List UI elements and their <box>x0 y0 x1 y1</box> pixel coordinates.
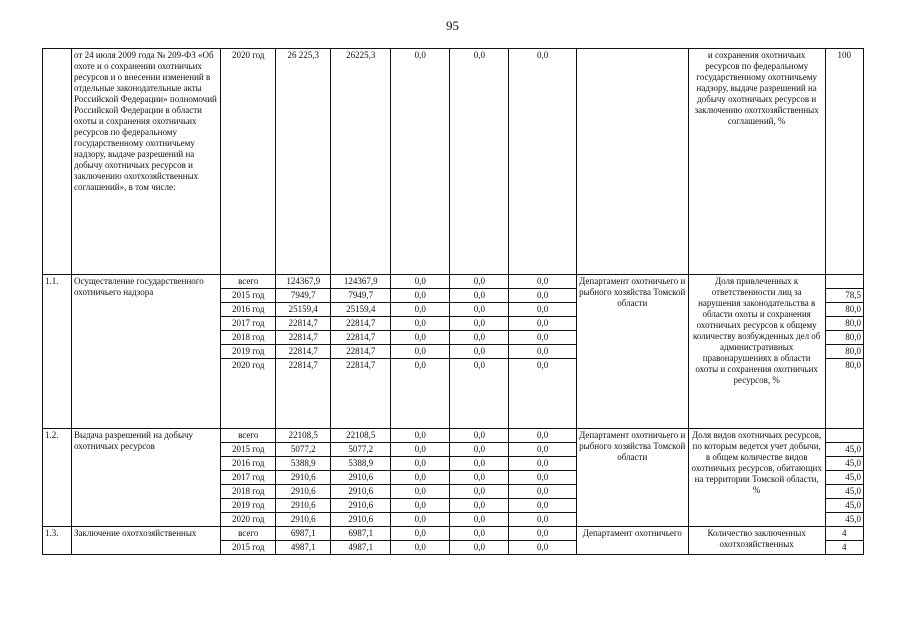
total-funding-cell: 22814,7 <box>276 345 331 359</box>
funding-cell: 0,0 <box>391 289 450 303</box>
funding-cell: 0,0 <box>391 275 450 289</box>
department-cell: Департамент охотничьего и рыбного хозяйства Томской области <box>576 429 688 527</box>
item-number-cell: 1.3. <box>43 527 72 555</box>
funding-cell: 4987,1 <box>331 541 391 555</box>
funding-cell: 0,0 <box>509 541 576 555</box>
funding-cell: 0,0 <box>391 345 450 359</box>
funding-cell: 0,0 <box>509 457 576 471</box>
indicator-value-cell: 45,0 <box>825 499 863 513</box>
year-cell: 2017 год <box>221 317 276 331</box>
item-name-cell: Осуществление государственного охотничьего надзора <box>72 275 221 429</box>
funding-cell: 0,0 <box>450 541 509 555</box>
funding-cell: 0,0 <box>450 499 509 513</box>
funding-cell: 2910,6 <box>331 499 391 513</box>
funding-cell: 0,0 <box>509 499 576 513</box>
indicator-value-cell: 45,0 <box>825 443 863 457</box>
item-number-cell: 1.2. <box>43 429 72 527</box>
funding-cell: 5388,9 <box>331 457 391 471</box>
funding-cell: 0,0 <box>391 527 450 541</box>
total-funding-cell: 2910,6 <box>276 499 331 513</box>
table-row <box>43 275 864 289</box>
year-cell: 2016 год <box>221 303 276 317</box>
department-cell <box>576 49 688 275</box>
funding-cell: 0,0 <box>509 527 576 541</box>
funding-cell: 2910,6 <box>331 513 391 527</box>
funding-cell: 0,0 <box>391 303 450 317</box>
year-cell: 2018 год <box>221 331 276 345</box>
funding-cell: 0,0 <box>391 541 450 555</box>
item-name-cell: Заключение охотхозяйственных <box>72 527 221 555</box>
funding-cell: 0,0 <box>391 499 450 513</box>
indicator-value-cell: 78,5 <box>825 289 863 303</box>
indicator-value-cell: 80,0 <box>825 359 863 429</box>
indicator-cell: Количество заключенных охотхозяйственных <box>688 527 825 555</box>
year-cell: 2018 год <box>221 485 276 499</box>
funding-cell: 0,0 <box>450 485 509 499</box>
year-cell: 2019 год <box>221 499 276 513</box>
total-funding-cell: 5077,2 <box>276 443 331 457</box>
year-cell: 2017 год <box>221 471 276 485</box>
year-cell: 2015 год <box>221 443 276 457</box>
indicator-value-cell: 80,0 <box>825 317 863 331</box>
program-budget-table <box>42 48 864 555</box>
funding-cell: 0,0 <box>391 359 450 429</box>
item-name-cell: от 24 июля 2009 года № 209-ФЗ «Об охоте и о сохранении охотничьих ресурсов и о внесении изменений в отдельные законодательные акты Российской Федерации» полномочий Российской Федерации в области охоты и сохранения охотничьих ресурсов по федеральному государственному охотничьему надзору, выдаче разрешений на добычу охотничьих ресурсов и заключению охотхозяйственных соглашений», в том числе: <box>72 49 221 275</box>
funding-cell: 0,0 <box>509 317 576 331</box>
funding-cell: 0,0 <box>509 49 576 275</box>
year-cell: 2015 год <box>221 541 276 555</box>
funding-cell: 26225,3 <box>331 49 391 275</box>
funding-cell: 0,0 <box>391 471 450 485</box>
total-funding-cell: 2910,6 <box>276 513 331 527</box>
funding-cell: 0,0 <box>450 443 509 457</box>
table-row <box>43 429 864 443</box>
year-cell: 2020 год <box>221 513 276 527</box>
indicator-value-cell: 100 <box>825 49 863 275</box>
funding-cell: 2910,6 <box>331 471 391 485</box>
funding-cell: 7949,7 <box>331 289 391 303</box>
total-funding-cell: 2910,6 <box>276 471 331 485</box>
indicator-value-cell: 45,0 <box>825 457 863 471</box>
total-funding-cell: 5388,9 <box>276 457 331 471</box>
funding-cell: 0,0 <box>450 513 509 527</box>
indicator-value-cell: 4 <box>825 527 863 541</box>
funding-cell: 0,0 <box>391 331 450 345</box>
total-funding-cell: 26 225,3 <box>276 49 331 275</box>
funding-cell: 124367,9 <box>331 275 391 289</box>
indicator-cell: и сохранения охотничьих ресурсов по федеральному государственному охотничьему надзору, выдаче разрешений на добычу охотничьих ресурсов и заключению охотхозяйственных соглашений, % <box>688 49 825 275</box>
indicator-value-cell: 45,0 <box>825 513 863 527</box>
item-number-cell: 1.1. <box>43 275 72 429</box>
funding-cell: 0,0 <box>509 443 576 457</box>
funding-cell: 22108,5 <box>331 429 391 443</box>
indicator-value-cell: 80,0 <box>825 345 863 359</box>
funding-cell: 0,0 <box>391 49 450 275</box>
year-cell: 2019 год <box>221 345 276 359</box>
indicator-cell: Доля привлеченных к ответственности лиц за нарушения законодательства в области охоты и сохранения охотничьих ресурсов к общему количеству возбужденных дел об административных правонарушениях в области охоты и сохранения охотничьих ресурсов, % <box>688 275 825 429</box>
indicator-value-cell: 4 <box>825 541 863 555</box>
department-cell: Департамент охотничьего и рыбного хозяйства Томской области <box>576 275 688 429</box>
page-number: 95 <box>446 18 459 33</box>
funding-cell: 0,0 <box>509 331 576 345</box>
department-cell: Департамент охотничьего <box>576 527 688 555</box>
funding-cell: 5077,2 <box>331 443 391 457</box>
year-cell: 2020 год <box>221 49 276 275</box>
total-funding-cell: 4987,1 <box>276 541 331 555</box>
total-funding-cell: 22814,7 <box>276 317 331 331</box>
total-funding-cell: 22108,5 <box>276 429 331 443</box>
funding-cell: 0,0 <box>450 527 509 541</box>
total-funding-cell: 7949,7 <box>276 289 331 303</box>
funding-cell: 0,0 <box>450 359 509 429</box>
year-cell: всего <box>221 275 276 289</box>
funding-cell: 0,0 <box>450 345 509 359</box>
funding-cell: 0,0 <box>509 513 576 527</box>
funding-cell: 0,0 <box>450 49 509 275</box>
funding-cell: 0,0 <box>450 303 509 317</box>
funding-cell: 0,0 <box>509 429 576 443</box>
funding-cell: 0,0 <box>450 289 509 303</box>
indicator-value-cell: 80,0 <box>825 331 863 345</box>
indicator-value-cell <box>825 275 863 289</box>
funding-cell: 0,0 <box>450 471 509 485</box>
total-funding-cell: 6987,1 <box>276 527 331 541</box>
funding-cell: 0,0 <box>450 331 509 345</box>
funding-cell: 0,0 <box>509 359 576 429</box>
item-number-cell <box>43 49 72 275</box>
funding-cell: 0,0 <box>509 485 576 499</box>
total-funding-cell: 22814,7 <box>276 331 331 345</box>
indicator-cell: Доля видов охотничьих ресурсов, по которым ведется учет добычи, в общем количестве видов охотничьих ресурсов, обитающих на территории Томской области, % <box>688 429 825 527</box>
total-funding-cell: 124367,9 <box>276 275 331 289</box>
funding-cell: 0,0 <box>450 429 509 443</box>
funding-cell: 0,0 <box>391 429 450 443</box>
year-cell: 2015 год <box>221 289 276 303</box>
funding-cell: 22814,7 <box>331 331 391 345</box>
total-funding-cell: 25159,4 <box>276 303 331 317</box>
table-row <box>43 49 864 275</box>
funding-cell: 22814,7 <box>331 359 391 429</box>
year-cell: всего <box>221 429 276 443</box>
indicator-value-cell: 45,0 <box>825 471 863 485</box>
funding-cell: 22814,7 <box>331 345 391 359</box>
funding-cell: 0,0 <box>450 457 509 471</box>
indicator-value-cell <box>825 429 863 443</box>
funding-cell: 0,0 <box>450 317 509 331</box>
funding-cell: 0,0 <box>391 457 450 471</box>
funding-cell: 6987,1 <box>331 527 391 541</box>
funding-cell: 22814,7 <box>331 317 391 331</box>
funding-cell: 0,0 <box>509 289 576 303</box>
table-row <box>43 527 864 541</box>
funding-cell: 0,0 <box>509 471 576 485</box>
year-cell: 2016 год <box>221 457 276 471</box>
total-funding-cell: 2910,6 <box>276 485 331 499</box>
funding-cell: 0,0 <box>391 317 450 331</box>
indicator-value-cell: 45,0 <box>825 485 863 499</box>
funding-cell: 0,0 <box>509 345 576 359</box>
funding-cell: 0,0 <box>391 443 450 457</box>
funding-cell: 2910,6 <box>331 485 391 499</box>
year-cell: всего <box>221 527 276 541</box>
item-name-cell: Выдача разрешений на добычу охотничьих ресурсов <box>72 429 221 527</box>
total-funding-cell: 22814,7 <box>276 359 331 429</box>
funding-cell: 0,0 <box>509 303 576 317</box>
funding-cell: 0,0 <box>391 485 450 499</box>
funding-cell: 0,0 <box>391 513 450 527</box>
funding-cell: 25159,4 <box>331 303 391 317</box>
year-cell: 2020 год <box>221 359 276 429</box>
funding-cell: 0,0 <box>509 275 576 289</box>
funding-cell: 0,0 <box>450 275 509 289</box>
indicator-value-cell: 80,0 <box>825 303 863 317</box>
